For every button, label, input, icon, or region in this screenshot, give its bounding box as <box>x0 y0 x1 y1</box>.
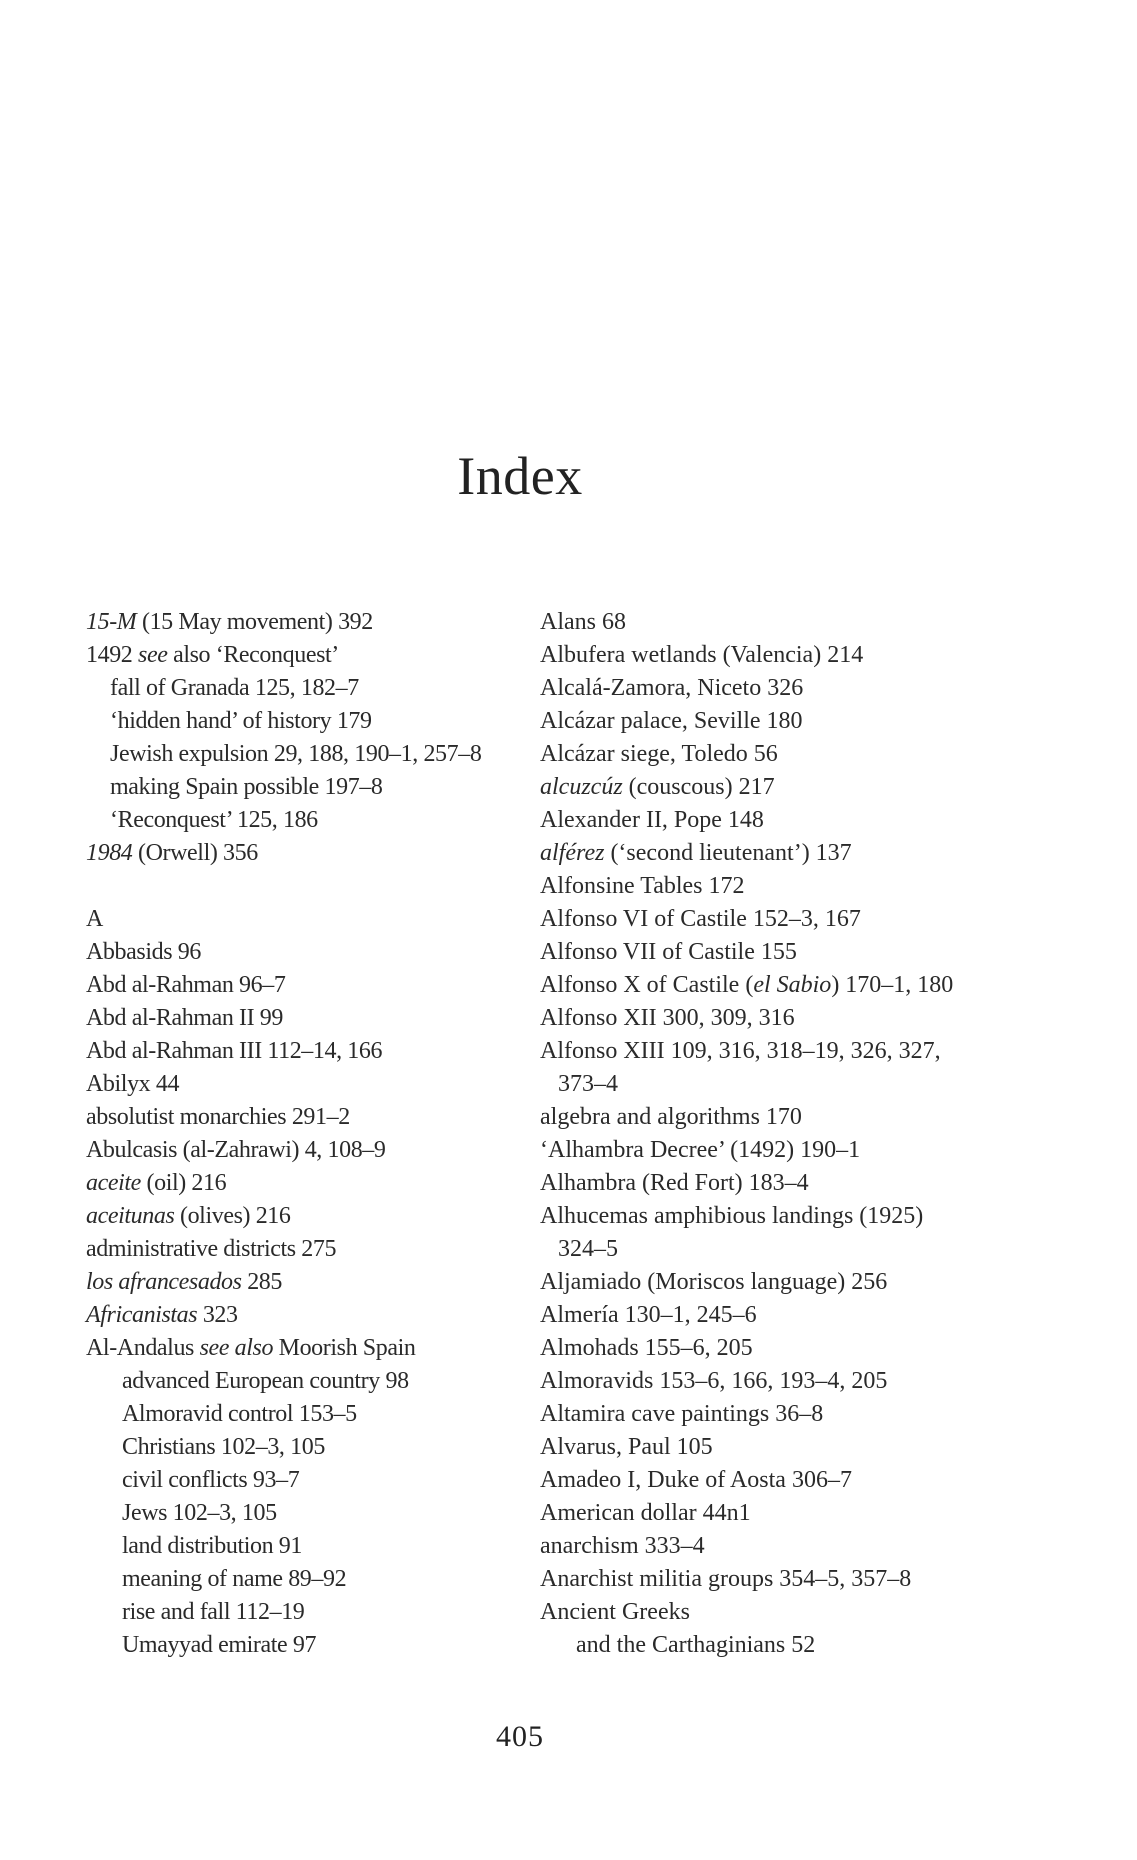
index-entry <box>86 1332 546 1365</box>
index-entry-text: Alcalá-Zamora, Niceto 326 <box>540 675 804 701</box>
index-entry-text: ) 170–1, 180 <box>831 972 954 998</box>
index-entry-text: Abilyx 44 <box>86 1071 180 1097</box>
index-entry <box>86 1431 546 1464</box>
index-entry-text: Almería 130–1, 245–6 <box>540 1302 757 1328</box>
index-entry-text: Altamira cave paintings 36–8 <box>540 1401 824 1427</box>
index-entry-text: Moorish Spain <box>273 1335 416 1361</box>
index-entry <box>540 1233 1010 1266</box>
index-entry-text: algebra and algorithms 170 <box>540 1104 802 1130</box>
index-entry-text: meaning of name 89–92 <box>122 1566 347 1592</box>
index-entry-text: Almohads 155–6, 205 <box>540 1335 753 1361</box>
index-entry <box>86 1497 546 1530</box>
index-entry <box>540 837 1010 870</box>
index-entry <box>540 969 1010 1002</box>
index-entry-text: Abd al-Rahman II 99 <box>86 1005 284 1031</box>
index-entry <box>86 969 546 1002</box>
index-entry <box>86 804 546 837</box>
index-entry-text: Alfonso VI of Castile 152–3, 167 <box>540 906 861 932</box>
index-entry-text: el Sabio <box>753 972 832 998</box>
index-entry <box>540 936 1010 969</box>
index-entry <box>540 1464 1010 1497</box>
index-entry-text: see <box>138 642 168 668</box>
index-entry <box>86 606 546 639</box>
index-entry <box>86 1134 546 1167</box>
index-entry-text: (Orwell) 356 <box>132 840 258 866</box>
index-entry <box>86 1530 546 1563</box>
index-entry <box>86 1266 546 1299</box>
index-entry-text: see also <box>199 1335 274 1361</box>
index-entry <box>540 1629 1010 1662</box>
index-entry-text: Alhucemas amphibious landings (1925) <box>540 1203 924 1229</box>
index-column-right <box>540 606 1010 1662</box>
index-entry-text: rise and fall 112–19 <box>122 1599 305 1625</box>
index-entry <box>540 1596 1010 1629</box>
index-entry <box>540 1299 1010 1332</box>
index-entry-text: ‘Reconquest’ 125, 186 <box>110 807 318 833</box>
index-entry-text: Ancient Greeks <box>540 1599 690 1625</box>
index-entry <box>540 771 1010 804</box>
index-entry-text: los afrancesados <box>86 1269 242 1295</box>
index-entry-text: aceite <box>86 1170 141 1196</box>
index-entry-text: Alfonso VII of Castile 155 <box>540 939 797 965</box>
index-entry-text: (couscous) 217 <box>622 774 775 800</box>
index-entry-text: 323 <box>197 1302 238 1328</box>
index-entry <box>86 936 546 969</box>
index-entry-text: Abulcasis (al-Zahrawi) 4, 108–9 <box>86 1137 386 1163</box>
index-entry <box>540 1068 1010 1101</box>
index-entry-text: Alfonsine Tables 172 <box>540 873 745 899</box>
index-entry <box>86 903 546 936</box>
index-entry <box>86 672 546 705</box>
index-entry-text: Alfonso XIII 109, 316, 318–19, 326, 327, <box>540 1038 941 1064</box>
index-entry <box>540 804 1010 837</box>
index-entry <box>86 1101 546 1134</box>
index-entry <box>86 1629 546 1662</box>
index-entry-text: ‘Alhambra Decree’ (1492) 190–1 <box>540 1137 861 1163</box>
index-entry <box>540 1530 1010 1563</box>
index-entry-text: American dollar 44n1 <box>540 1500 751 1526</box>
index-entry-text: Abd al-Rahman 96–7 <box>86 972 286 998</box>
index-entry-text: Almoravid control 153–5 <box>122 1401 357 1427</box>
index-entry-text: Albufera wetlands (Valencia) 214 <box>540 642 864 668</box>
index-entry <box>540 1497 1010 1530</box>
index-entry-text: also ‘Reconquest’ <box>167 642 339 668</box>
index-entry-text: alcuzcúz <box>540 774 623 800</box>
index-entry-text: Jewish expulsion 29, 188, 190–1, 257–8 <box>110 741 482 767</box>
index-entry <box>86 705 546 738</box>
index-entry <box>86 1068 546 1101</box>
index-entry-text: administrative districts 275 <box>86 1236 337 1262</box>
index-entry-text: Christians 102–3, 105 <box>122 1434 325 1460</box>
index-column-left <box>86 606 546 1662</box>
index-entry-text: (‘second lieutenant’) 137 <box>604 840 852 866</box>
index-entry-text: land distribution 91 <box>122 1533 302 1559</box>
index-entry <box>86 1035 546 1068</box>
index-entry <box>86 837 546 870</box>
index-entry <box>540 870 1010 903</box>
index-entry-text: absolutist monarchies 291–2 <box>86 1104 350 1130</box>
index-entry <box>540 903 1010 936</box>
index-entry-text: Alcázar palace, Seville 180 <box>540 708 803 734</box>
index-entry <box>540 705 1010 738</box>
index-entry-text: (olives) 216 <box>174 1203 291 1229</box>
index-entry-text: Alhambra (Red Fort) 183–4 <box>540 1170 809 1196</box>
index-entry-text: civil conflicts 93–7 <box>122 1467 300 1493</box>
index-entry <box>86 1233 546 1266</box>
index-entry <box>540 1398 1010 1431</box>
index-entry-text: making Spain possible 197–8 <box>110 774 383 800</box>
index-entry <box>540 1101 1010 1134</box>
index-entry-text: and the Carthaginians 52 <box>576 1632 816 1658</box>
index-entry-text: 1984 <box>86 840 133 866</box>
index-entry-text: Alfonso X of Castile ( <box>540 972 754 998</box>
index-entry-text: 1492 <box>86 642 139 668</box>
index-entry-text: Abd al-Rahman III 112–14, 166 <box>86 1038 383 1064</box>
index-entry <box>540 1035 1010 1068</box>
index-entry-text: Al-Andalus <box>86 1335 200 1361</box>
index-entry-text: ‘hidden hand’ of history 179 <box>110 708 372 734</box>
index-entry-text: 285 <box>241 1269 283 1295</box>
index-entry-text: 373–4 <box>558 1071 618 1097</box>
index-entry <box>540 1167 1010 1200</box>
index-entry-text: Alvarus, Paul 105 <box>540 1434 713 1460</box>
index-entry <box>540 672 1010 705</box>
page-title: Index <box>457 446 583 506</box>
index-entry-text: Jews 102–3, 105 <box>122 1500 277 1526</box>
index-entry <box>540 738 1010 771</box>
index-entry-text: Alans 68 <box>540 609 626 635</box>
index-entry-text: advanced European country 98 <box>122 1368 409 1394</box>
index-entry-text: Alcázar siege, Toledo 56 <box>540 741 778 767</box>
index-entry-text: Amadeo I, Duke of Aosta 306–7 <box>540 1467 852 1493</box>
index-entry-text: Aljamiado (Moriscos language) 256 <box>540 1269 888 1295</box>
index-entry-text: A <box>86 906 103 932</box>
index-entry-text: Africanistas <box>86 1302 198 1328</box>
index-entry-text: alférez <box>540 840 605 866</box>
index-entry <box>86 1200 546 1233</box>
index-entry <box>86 1299 546 1332</box>
index-entry <box>86 1464 546 1497</box>
index-entry <box>540 1200 1010 1233</box>
page-number: 405 <box>496 1720 544 1753</box>
index-entry <box>540 639 1010 672</box>
index-entry-text: anarchism 333–4 <box>540 1533 705 1559</box>
index-entry-text: Anarchist militia groups 354–5, 357–8 <box>540 1566 912 1592</box>
index-entry <box>540 1431 1010 1464</box>
index-entry-text: Umayyad emirate 97 <box>122 1632 317 1658</box>
index-entry <box>540 1002 1010 1035</box>
index-entry <box>86 1398 546 1431</box>
index-entry-text: Abbasids 96 <box>86 939 201 965</box>
index-entry <box>540 1332 1010 1365</box>
index-entry <box>86 1002 546 1035</box>
index-entry <box>540 1266 1010 1299</box>
index-entry <box>540 1134 1010 1167</box>
index-entry-text: Almoravids 153–6, 166, 193–4, 205 <box>540 1368 888 1394</box>
index-entry-text: aceitunas <box>86 1203 175 1229</box>
index-spacer <box>86 870 546 903</box>
index-entry <box>86 1596 546 1629</box>
index-entry <box>86 738 546 771</box>
index-entry <box>86 1365 546 1398</box>
index-entry-text: 15-M <box>86 609 137 635</box>
index-entry <box>540 606 1010 639</box>
index-entry <box>86 1167 546 1200</box>
index-entry <box>86 771 546 804</box>
index-entry <box>540 1365 1010 1398</box>
index-entry <box>86 1563 546 1596</box>
index-entry-text: (oil) 216 <box>140 1170 227 1196</box>
index-entry-text: Alexander II, Pope 148 <box>540 807 764 833</box>
index-entry-text: Alfonso XII 300, 309, 316 <box>540 1005 795 1031</box>
index-entry-text: (15 May movement) 392 <box>136 609 373 635</box>
index-entry-text: fall of Granada 125, 182–7 <box>110 675 359 701</box>
index-entry <box>86 639 546 672</box>
index-entry <box>540 1563 1010 1596</box>
index-entry-text: 324–5 <box>558 1236 618 1262</box>
